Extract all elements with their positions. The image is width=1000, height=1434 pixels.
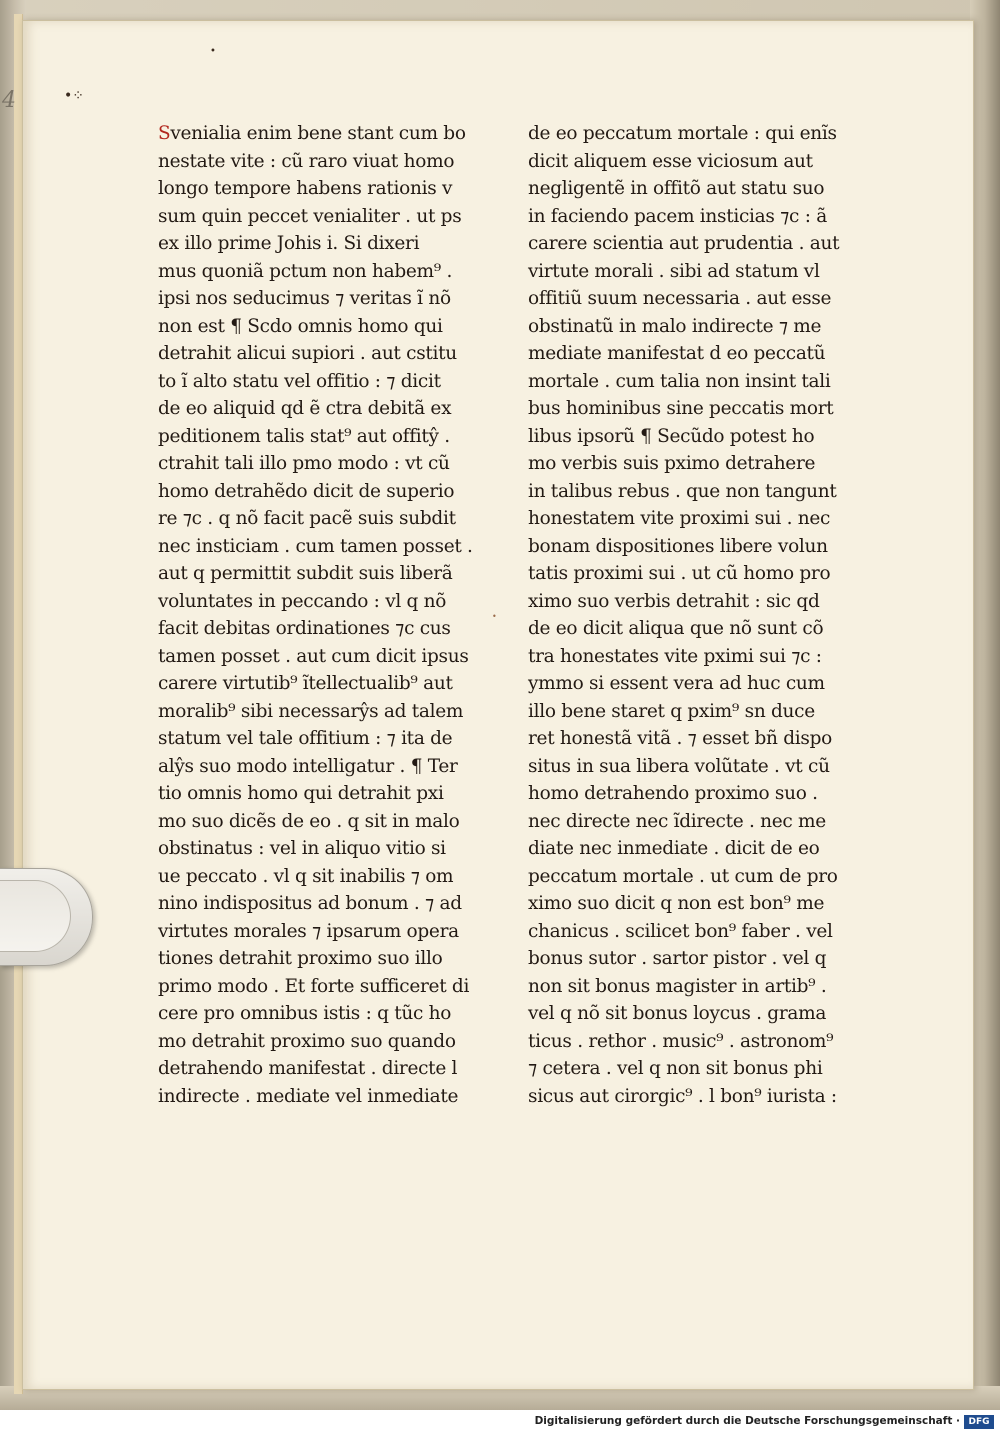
text-line	[528, 973, 868, 1001]
text-line	[158, 670, 498, 698]
text-line	[158, 1028, 498, 1056]
line-text: cere pro omnibus istis : q tũc ho	[158, 1003, 452, 1024]
line-text: diate nec inmediate . dicit de eo	[528, 838, 820, 859]
line-text: sicus aut cirorgic⁹ . l bon⁹ iurista :	[528, 1085, 837, 1107]
text-line	[158, 615, 498, 643]
text-line	[158, 340, 498, 368]
line-text: voluntates in peccando : vl q nõ	[158, 590, 447, 612]
line-text: ticus . rethor . music⁹ . astronom⁹	[528, 1030, 834, 1052]
margin-number: 4	[2, 88, 16, 113]
line-text: tiones detrahit proximo suo illo	[158, 948, 443, 969]
text-line	[158, 148, 498, 176]
line-text: in talibus rebus . que non tangunt	[528, 480, 837, 502]
text-line	[528, 725, 868, 753]
line-text: ⁊ cetera . vel q non sit bonus phi	[528, 1058, 823, 1079]
line-text: tamen posset . aut cum dicit ipsus	[158, 645, 469, 667]
line-text: homo detrahendo proximo suo .	[528, 783, 818, 804]
line-text: in faciendo pacem insticias ⁊c : ã	[528, 205, 827, 227]
line-text: libus ipsorũ ¶ Secũdo potest ho	[528, 425, 815, 447]
line-text: tatis proximi sui . ut cũ homo pro	[528, 563, 831, 584]
middle-mark: •	[492, 612, 497, 621]
text-line	[158, 973, 498, 1001]
text-line	[528, 148, 868, 176]
text-line	[528, 340, 868, 368]
text-line	[158, 230, 498, 258]
text-line	[528, 505, 868, 533]
line-text: obstinatus : vel in aliquo vitio si	[158, 838, 446, 859]
text-line	[158, 505, 498, 533]
line-text: de eo aliquid qd ẽ ctra debitã ex	[158, 398, 452, 419]
text-line	[158, 753, 498, 781]
text-line	[158, 450, 498, 478]
text-line	[158, 698, 498, 726]
text-line	[528, 423, 868, 451]
line-text: illo bene staret q pxim⁹ sn duce	[528, 700, 815, 722]
line-text: re ⁊c . q nõ facit pacẽ suis subdit	[158, 508, 456, 529]
text-line	[158, 258, 498, 286]
text-line	[158, 1083, 498, 1111]
text-line	[528, 285, 868, 313]
text-line	[158, 560, 498, 588]
line-text: peditionem talis stat⁹ aut offitŷ .	[158, 425, 450, 447]
line-text: chanicus . scilicet bon⁹ faber . vel	[528, 920, 833, 942]
line-text: nec directe nec ĩdirecte . nec me	[528, 810, 826, 832]
line-text: non sit bonus magister in artib⁹ .	[528, 975, 827, 997]
text-line	[528, 835, 868, 863]
footer-bar	[0, 1410, 1000, 1434]
text-line	[158, 203, 498, 231]
line-text: de eo dicit aliqua que nõ sunt cõ	[528, 618, 824, 639]
line-text: homo detrahẽdo dicit de superio	[158, 480, 455, 502]
text-line	[158, 863, 498, 891]
line-text: mo detrahit proximo suo quando	[158, 1030, 456, 1052]
text-line	[528, 175, 868, 203]
line-text: detrahendo manifestat . directe l	[158, 1058, 458, 1079]
text-line	[158, 835, 498, 863]
line-text: ipsi nos seducimus ⁊ veritas ĩ nõ	[158, 288, 451, 309]
text-line	[158, 368, 498, 396]
text-line	[158, 945, 498, 973]
text-line	[528, 863, 868, 891]
line-text: ximo suo verbis detrahit : sic qd	[528, 590, 820, 612]
text-line	[528, 258, 868, 286]
text-line	[528, 698, 868, 726]
text-line	[528, 560, 868, 588]
text-line	[528, 1083, 868, 1111]
line-text: tio omnis homo qui detrahit pxi	[158, 783, 444, 804]
line-text: sum quin peccet venialiter . ut ps	[158, 205, 462, 227]
text-line	[158, 478, 498, 506]
left-text-column	[158, 120, 498, 1110]
line-text: offitiũ suum necessaria . aut esse	[528, 288, 832, 309]
rubric-initial: S	[158, 123, 171, 144]
text-line	[528, 753, 868, 781]
line-text: indirecte . mediate vel inmediate	[158, 1085, 459, 1107]
text-line	[528, 945, 868, 973]
text-line	[158, 313, 498, 341]
text-line	[158, 643, 498, 671]
text-line	[158, 1055, 498, 1083]
line-text: mus quoniã pctum non habem⁹ .	[158, 260, 453, 282]
text-line	[158, 780, 498, 808]
line-text: statum vel tale offitium : ⁊ ita de	[158, 728, 453, 749]
text-line	[158, 725, 498, 753]
line-text: de eo peccatum mortale : qui enĩs	[528, 123, 837, 144]
line-text: bonus sutor . sartor pistor . vel q	[528, 948, 827, 969]
line-text: venialia enim bene stant cum bo	[170, 123, 466, 144]
text-line	[528, 615, 868, 643]
line-text: mo suo dicẽs de eo . q sit in malo	[158, 810, 460, 832]
text-line	[528, 1028, 868, 1056]
line-text: nino indispositus ad bonum . ⁊ ad	[158, 893, 462, 914]
line-text: longo tempore habens rationis v	[158, 178, 453, 199]
text-line	[528, 313, 868, 341]
line-text: dicit aliquem esse viciosum aut	[528, 150, 813, 172]
line-text: detrahit alicui supiori . aut cstitu	[158, 343, 457, 364]
line-text: vel q nõ sit bonus loycus . grama	[528, 1003, 827, 1024]
line-text: peccatum mortale . ut cum de pro	[528, 865, 838, 887]
text-line	[528, 120, 868, 148]
text-line	[158, 890, 498, 918]
line-text: situs in sua libera volũtate . vt cũ	[528, 755, 830, 777]
line-text: obstinatũ in malo indirecte ⁊ me	[528, 315, 822, 337]
line-text: mediate manifestat d eo peccatũ	[528, 343, 826, 364]
top-mark: •	[210, 46, 216, 57]
text-line	[158, 588, 498, 616]
line-text: ximo suo dicit q non est bon⁹ me	[528, 893, 825, 914]
text-line	[528, 368, 868, 396]
page-clip-inner	[0, 880, 71, 952]
text-line	[158, 395, 498, 423]
line-text: to ĩ alto statu vel offitio : ⁊ dicit	[158, 370, 441, 392]
margin-ornament: •⁘	[64, 88, 84, 104]
text-line	[528, 203, 868, 231]
line-text: tra honestates vite pximi sui ⁊c :	[528, 645, 822, 667]
text-line	[158, 120, 498, 148]
right-book-edge	[970, 0, 1000, 1410]
line-text: negligentẽ in offitõ aut statu suo	[528, 178, 825, 199]
text-line	[528, 780, 868, 808]
line-text: non est ¶ Scdo omnis homo qui	[158, 315, 443, 337]
text-line	[158, 1000, 498, 1028]
footer-credit: Digitalisierung gefördert durch die Deutsche Forschungsgemeinschaft ·	[534, 1415, 960, 1427]
text-line	[528, 450, 868, 478]
text-line	[528, 670, 868, 698]
line-text: ymmo si essent vera ad huc cum	[528, 673, 825, 694]
line-text: virtute morali . sibi ad statum vl	[528, 260, 820, 282]
text-line	[158, 808, 498, 836]
line-text: carere scientia aut prudentia . aut	[528, 233, 840, 254]
text-line	[528, 918, 868, 946]
text-line	[528, 643, 868, 671]
line-text: aut q permittit subdit suis liberã	[158, 563, 453, 584]
line-text: nec insticiam . cum tamen posset .	[158, 535, 473, 557]
line-text: ret honestã vitã . ⁊ esset bñ dispo	[528, 728, 832, 749]
text-line	[528, 588, 868, 616]
dfg-logo: DFG	[964, 1415, 994, 1429]
line-text: bus hominibus sine peccatis mort	[528, 398, 834, 419]
line-text: mortale . cum talia non insint tali	[528, 370, 831, 392]
line-text: ctrahit tali illo pmo modo : vt cũ	[158, 453, 450, 474]
right-text-column	[528, 120, 868, 1110]
line-text: nestate vite : cũ raro viuat homo	[158, 150, 455, 172]
line-text: ex illo prime Johis i. Si dixeri	[158, 233, 420, 254]
line-text: alŷs suo modo intelligatur . ¶ Ter	[158, 755, 458, 777]
line-text: carere virtutib⁹ ĩtellectualib⁹ aut	[158, 673, 453, 694]
line-text: mo verbis suis pximo detrahere	[528, 453, 816, 474]
line-text: bonam dispositiones libere volun	[528, 535, 828, 557]
text-line	[158, 423, 498, 451]
line-text: ue peccato . vl q sit inabilis ⁊ om	[158, 865, 454, 887]
text-line	[158, 918, 498, 946]
line-text: honestatem vite proximi sui . nec	[528, 508, 831, 529]
line-text: virtutes morales ⁊ ipsarum opera	[158, 920, 459, 942]
text-line	[528, 1055, 868, 1083]
text-line	[158, 533, 498, 561]
text-line	[528, 533, 868, 561]
text-line	[158, 285, 498, 313]
text-line	[528, 230, 868, 258]
line-text: primo modo . Et forte sufficeret di	[158, 975, 470, 997]
text-line	[528, 395, 868, 423]
text-line	[158, 175, 498, 203]
line-text: facit debitas ordinationes ⁊c cus	[158, 618, 451, 639]
line-text: moralib⁹ sibi necessarŷs ad talem	[158, 700, 464, 722]
text-line	[528, 890, 868, 918]
text-line	[528, 808, 868, 836]
text-line	[528, 478, 868, 506]
text-line	[528, 1000, 868, 1028]
